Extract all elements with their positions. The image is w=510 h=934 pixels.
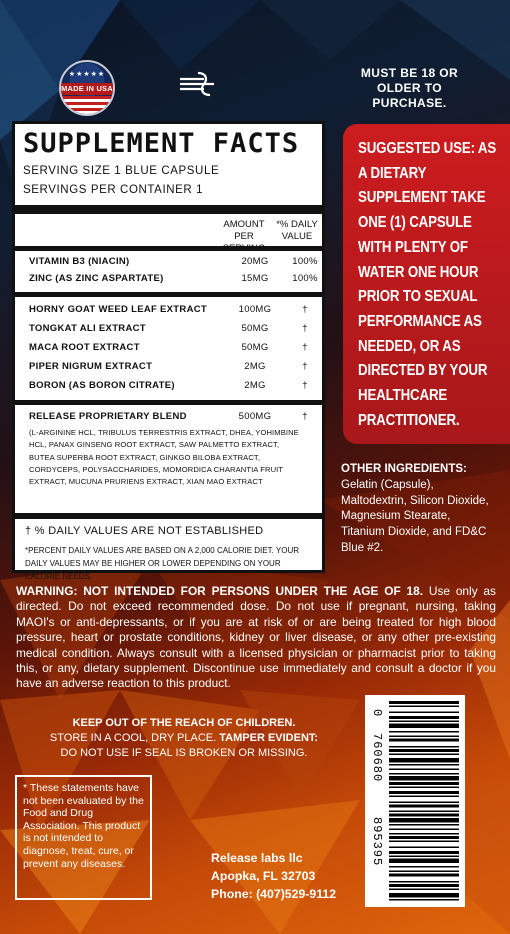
barcode-bar xyxy=(389,881,459,883)
barcode-bar xyxy=(389,701,459,704)
blend-ingredients: (L-ARGININE HCL, TRIBULUS TERRESTRIS EXTRACT, DHEA, YOHIMBINE HCL, PANAX GINSENG ROOT EXTRACT, SAW PALMETTO EXTRACT, BUTEA SUPERBA ROOT EXTRACT, GINKGO BILOBA EXTRACT, CORDYCEPS, POLYSACCHARIDES, MOMORDICA CHARANTIA FRUIT EXTRACT, MUCUNA PRURIENS EXTRACT, XIAN MAO EXTRACT xyxy=(29,428,299,487)
barcode-bar xyxy=(389,776,459,781)
suggested-use-panel xyxy=(343,124,510,444)
barcode-bar xyxy=(389,805,459,808)
col-amount-header: AMOUNT PER xyxy=(223,219,265,242)
barcode-graphic xyxy=(365,695,465,907)
seal-text: DO NOT USE IF SEAL IS BROKEN OR MISSING. xyxy=(60,747,308,759)
tamper-label: TAMPER EVIDENT: xyxy=(219,732,319,744)
extract-dv: † xyxy=(302,380,308,391)
extract-row xyxy=(29,304,314,318)
blend-dv: † xyxy=(302,411,308,422)
barcode-digit-first: 0 xyxy=(370,709,384,717)
extract-dv: † xyxy=(302,342,308,353)
nutrient-dv: 100% xyxy=(292,273,318,284)
vitamin-row xyxy=(29,273,318,287)
other-ingredients xyxy=(341,462,491,557)
barcode-bar xyxy=(389,731,459,733)
suggested-use-label: SUGGESTED USE: xyxy=(358,140,475,157)
badge-stripes xyxy=(61,96,113,116)
age-notice: MUST BE 18 OR OLDER TO PURCHASE. xyxy=(360,66,459,110)
barcode-bar xyxy=(389,712,459,714)
extract-name: BORON (AS BORON CITRATE) xyxy=(29,380,175,391)
extract-row xyxy=(29,361,314,375)
warning-text xyxy=(16,584,496,692)
barcode-bar xyxy=(389,802,459,804)
nutrient-amount: 20MG xyxy=(241,256,269,267)
blend-amount: 500MG xyxy=(238,411,272,422)
extract-name: MACA ROOT EXTRACT xyxy=(29,342,140,353)
barcode-bar xyxy=(389,791,459,794)
suggested-use-text: AS A DIETARY SUPPLEMENT TAKE ONE (1) CAPSULE WITH PLENTY OF WATER ONE HOUR PRIOR TO SEXUAL PERFORMANCE AS NEEDED, OR AS DIRECTED BY YOUR HEALTHCARE PRACTITIONER. xyxy=(358,140,497,429)
warning-body: Use only as directed. Do not exceed recommended dose. Do not use if pregnant, nursing, taking MAOI's or anti-depressants, or if you are at risk of or are being treated for high blood pressure, heart or prostate conditions, kidney or liver disease, or any other pre-existing medical condition. Always consult with a licensed physician or pharmacist prior to taking this, or any, dietary supplement. Discontinue use immediately and consult a doctor if you have an adverse reaction to this product. xyxy=(16,584,496,691)
barcode-bar xyxy=(389,818,459,823)
extract-row xyxy=(29,380,314,394)
barcode-bar xyxy=(389,899,459,901)
barcode-bar xyxy=(389,787,459,789)
extract-amount: 100MG xyxy=(238,304,272,315)
barcode-bar xyxy=(389,754,459,756)
extract-row xyxy=(29,323,314,337)
store-text: STORE IN A COOL, DRY PLACE. xyxy=(49,732,217,744)
badge-text: MADE IN USA xyxy=(61,84,113,93)
extract-name: HORNY GOAT WEED LEAF EXTRACT xyxy=(29,304,207,315)
section-divider xyxy=(15,292,322,297)
barcode-bar xyxy=(389,811,459,813)
barcode-left-digits: 760680 xyxy=(370,733,384,783)
other-ingredients-label: OTHER INGREDIENTS: xyxy=(341,463,467,475)
brand-logo-icon xyxy=(178,70,216,98)
extract-amount: 50MG xyxy=(241,342,269,353)
extract-dv: † xyxy=(302,323,308,334)
barcode-bar xyxy=(389,764,459,766)
barcode-bar xyxy=(389,829,459,831)
suggested-use-text-wrap xyxy=(358,137,504,433)
barcode-bar xyxy=(389,889,459,891)
barcode-bar xyxy=(389,884,459,887)
warning-label: WARNING: NOT INTENDED FOR PERSONS UNDER THE AGE OF 18. xyxy=(16,584,424,598)
servings-per-container: SERVINGS PER CONTAINER 1 xyxy=(23,184,204,196)
company-phone: Phone: (407)529-9112 xyxy=(211,887,337,901)
barcode-bar xyxy=(389,859,459,864)
barcode-bar xyxy=(389,736,459,738)
barcode-bar xyxy=(389,814,459,817)
barcode-bar xyxy=(389,782,459,785)
extract-dv: † xyxy=(302,304,308,315)
barcode-bar xyxy=(389,773,459,775)
nutrient-dv: 100% xyxy=(292,256,318,267)
extract-amount: 2MG xyxy=(244,380,266,391)
extract-name: TONGKAT ALI EXTRACT xyxy=(29,323,146,334)
nutrient-name: ZINC (AS ZINC ASPARTATE) xyxy=(29,273,164,284)
barcode-bar xyxy=(389,746,459,748)
barcode-bar xyxy=(389,769,459,771)
barcode-bar xyxy=(389,833,459,835)
serving-size: SERVING SIZE 1 BLUE CAPSULE xyxy=(23,165,220,177)
section-divider xyxy=(15,400,322,405)
made-in-usa-badge xyxy=(59,60,115,116)
extract-amount: 2MG xyxy=(244,361,266,372)
section-divider xyxy=(15,513,322,519)
barcode-bar xyxy=(389,856,459,858)
barcode-bar xyxy=(389,796,459,798)
barcode-bar xyxy=(389,874,459,877)
company-name: Release labs llc xyxy=(211,851,303,865)
nutrient-amount: 15MG xyxy=(241,273,269,284)
blend-row xyxy=(29,411,314,425)
barcode-bar xyxy=(389,871,459,873)
supplement-facts-panel xyxy=(12,121,325,581)
barcode-bar xyxy=(389,706,459,708)
dagger-note: † % DAILY VALUES ARE NOT ESTABLISHED xyxy=(25,525,264,537)
barcode-bar xyxy=(389,721,459,723)
barcode-bar xyxy=(389,866,459,868)
company-city: Apopka, FL 32703 xyxy=(211,869,316,883)
barcode-bar xyxy=(389,824,459,826)
storage-notice xyxy=(14,716,354,761)
percent-note: *PERCENT DAILY VALUES ARE BASED ON A 2,000 CALORIE DIET. YOUR DAILY VALUES MAY BE HIGHER OR LOWER DEPENDING ON YOUR CALORIE NEEDS. xyxy=(25,546,300,581)
barcode-bar xyxy=(389,851,459,854)
col-dv-header: *% DAILY VALUE xyxy=(276,219,318,242)
barcode-bar xyxy=(389,893,459,898)
barcode-bar xyxy=(389,836,459,839)
company-info xyxy=(211,849,336,903)
barcode-right-digits: 895395 xyxy=(370,817,384,867)
extract-row xyxy=(29,342,314,356)
barcode xyxy=(365,695,465,907)
thick-divider xyxy=(15,205,322,214)
vitamin-row xyxy=(29,256,318,270)
facts-title: SUPPLEMENT FACTS xyxy=(23,128,300,159)
blend-name: RELEASE PROPRIETARY BLEND xyxy=(29,411,187,422)
fda-disclaimer: * These statements have not been evaluated by the Food and Drug Association. This product is not intended to diagnose, treat, cure, or prevent any diseases. xyxy=(15,775,152,900)
extract-dv: † xyxy=(302,361,308,372)
extract-name: PIPER NIGRUM EXTRACT xyxy=(29,361,153,372)
barcode-bar xyxy=(389,716,459,719)
barcode-bar xyxy=(389,724,459,729)
barcode-bar xyxy=(389,739,459,742)
nutrient-name: VITAMIN B3 (NIACIN) xyxy=(29,256,130,267)
other-ingredients-text: Gelatin (Capsule), Maltodextrin, Silicon Dioxide, Magnesium Stearate, Titanium Dioxide, and FD&C Blue #2. xyxy=(341,478,489,554)
header-divider xyxy=(15,246,322,251)
barcode-bar xyxy=(389,847,459,849)
barcode-bar xyxy=(389,758,459,763)
badge-stars: ★★★★★ xyxy=(68,71,106,78)
barcode-bar xyxy=(389,841,459,843)
keep-out-text: KEEP OUT OF THE REACH OF CHILDREN. xyxy=(72,717,296,729)
extract-amount: 50MG xyxy=(241,323,269,334)
barcode-bar xyxy=(389,749,459,752)
